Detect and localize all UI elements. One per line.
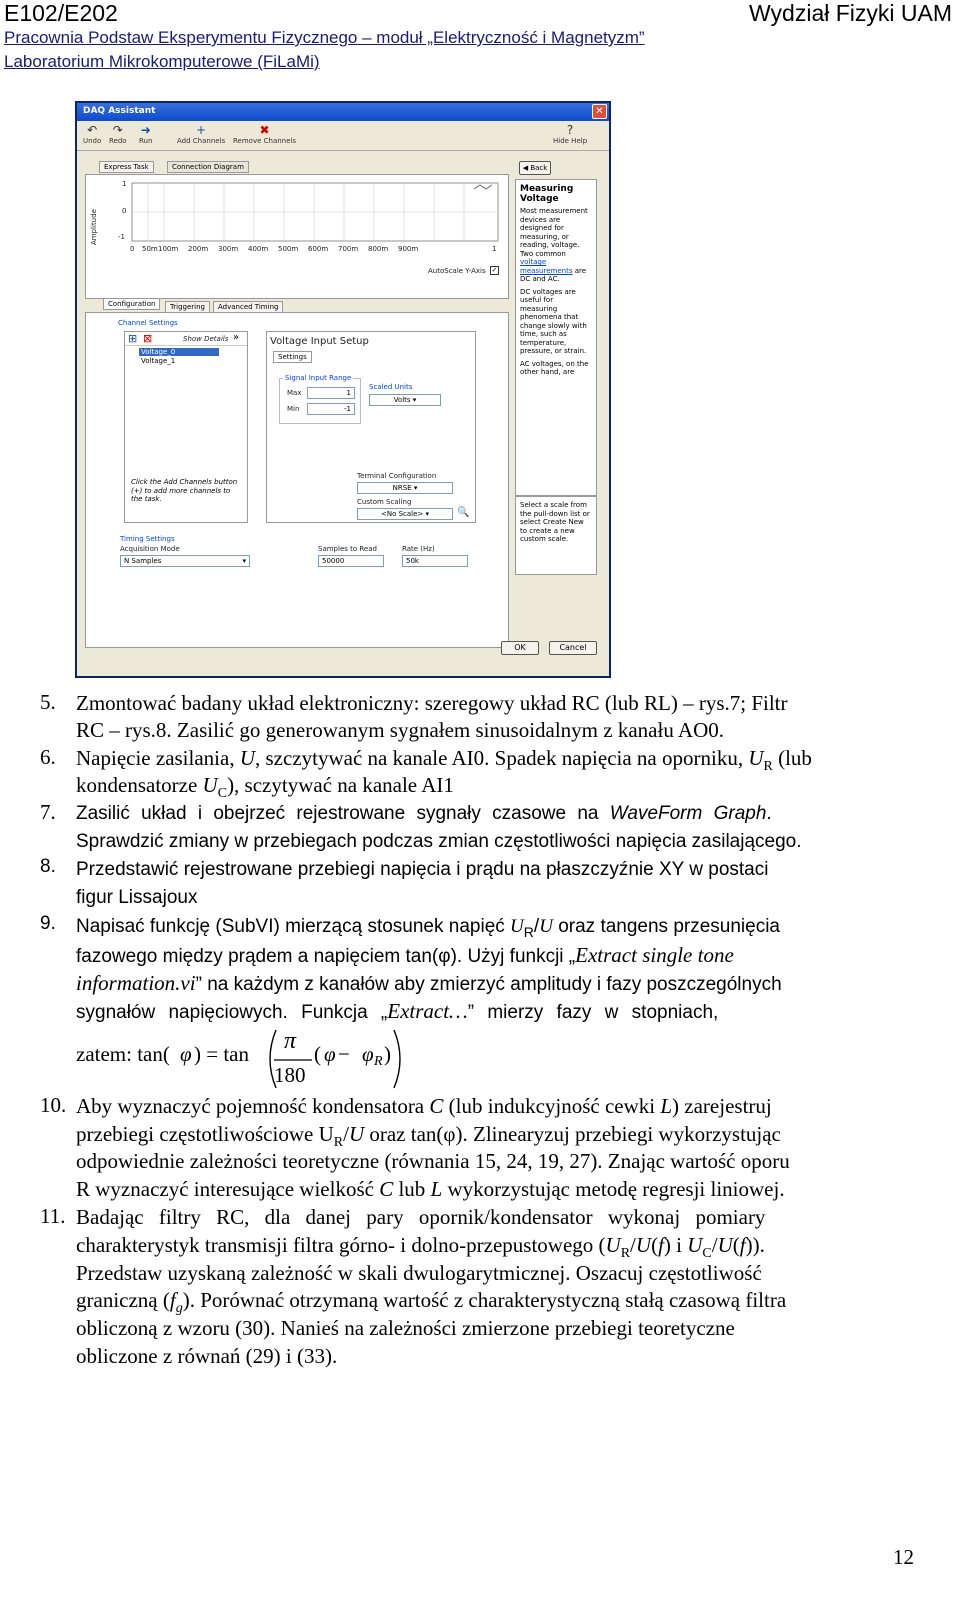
hide-help-button[interactable]: ? Hide Help bbox=[553, 123, 588, 145]
remove-channels-button[interactable]: ✖ Remove Channels bbox=[233, 123, 297, 145]
item-11-line: charakterystyk transmisji filtra górno- i dolno-przepustowego ($U_R/U(f)$ i $U_C/U(f)$). bbox=[76, 1233, 765, 1262]
terminal-config-label: Terminal Configuration bbox=[357, 472, 437, 480]
redo-button[interactable]: ↷ Redo bbox=[109, 123, 127, 145]
item-11-line: Przedstaw uzyskaną zależność w skali dwulogarytmicznej. Oszacuj częstotliwość bbox=[76, 1261, 762, 1285]
item-8-line: figur Lissajoux bbox=[76, 887, 198, 908]
item-number: 7. bbox=[40, 800, 56, 824]
help-link[interactable]: voltage measurements bbox=[520, 258, 573, 275]
item-11-line: obliczone z równań (29) i (33). bbox=[76, 1344, 338, 1368]
item-number: 10. bbox=[40, 1093, 67, 1117]
run-icon: ➜ bbox=[140, 123, 151, 137]
item-number: 6. bbox=[40, 745, 56, 769]
item-10-line: Aby wyznaczyć pojemność kondensatora C (lub indukcyjność cewki L) zarejestruj bbox=[76, 1094, 772, 1118]
item-10-line: R wyznaczyć interesujące wielkość C lub L wykorzystując metodę regresji liniowej. bbox=[76, 1177, 785, 1201]
item-6-line: kondensatorze $U_C$), sczytywać na kanale AI1 bbox=[76, 773, 454, 802]
help-paragraph: Most measurement devices are designed for measuring, or reading, voltage. Two common voltage measurements are DC and AC. bbox=[520, 207, 588, 283]
item-number: 5. bbox=[40, 690, 56, 714]
daq-toolbar bbox=[77, 121, 609, 151]
plus-icon[interactable]: ⊞ bbox=[128, 332, 138, 345]
x-tick: 200m bbox=[188, 245, 209, 253]
x-tick: 300m bbox=[218, 245, 239, 253]
tab-settings[interactable]: Settings bbox=[273, 351, 312, 363]
item-number: 11. bbox=[40, 1204, 66, 1228]
show-details-label[interactable]: Show Details bbox=[183, 335, 229, 343]
signal-range-title: Signal Input Range bbox=[285, 374, 352, 382]
item-5-line: Zmontować badany układ elektroniczny: szeregowy układ RC (lub RL) – rys.7; Filtr bbox=[76, 691, 788, 715]
item-11-line: obliczoną z wzoru (30). Nanieś na zależności zmierzone przebiegi teoretyczne bbox=[76, 1316, 735, 1340]
daq-titlebar bbox=[77, 103, 609, 121]
help-scale-panel bbox=[515, 495, 597, 575]
undo-icon: ↶ bbox=[87, 123, 98, 137]
channel-list-toolbar bbox=[125, 332, 247, 346]
x-tick: 1 bbox=[492, 245, 497, 253]
rate-label: Rate (Hz) bbox=[402, 545, 435, 553]
help-icon: ? bbox=[566, 123, 574, 137]
chevron-down-icon: ▾ bbox=[412, 396, 417, 404]
configuration-panel bbox=[85, 312, 509, 648]
x-icon[interactable]: ⊠ bbox=[143, 332, 153, 345]
double-chevron-icon[interactable]: » bbox=[233, 332, 240, 343]
autoscale-label: AutoScale Y-Axis bbox=[428, 267, 486, 275]
x-tick: 900m bbox=[398, 245, 419, 253]
item-9-line: fazowego między prądem a napięciem tan(φ). Użyj funkcji „Extract single tone bbox=[76, 943, 734, 967]
item-7-line: Zasilić układ i obejrzeć rejestrowane sygnały czasowe na WaveForm Graph. bbox=[76, 803, 772, 824]
acq-mode-label: Acquisition Mode bbox=[120, 545, 180, 553]
back-button[interactable]: ◀ Back bbox=[519, 161, 551, 175]
item-number: 8. bbox=[40, 856, 56, 877]
y-tick: -1 bbox=[118, 233, 125, 241]
max-input[interactable]: 1 bbox=[307, 387, 355, 399]
x-tick: 100m bbox=[158, 245, 179, 253]
redo-icon: ↷ bbox=[112, 123, 123, 137]
scaled-units-label: Scaled Units bbox=[369, 383, 413, 391]
item-11-line: graniczną $(f_g)$. Porównać otrzymaną wartość z charakterystyczną stałą czasową filtra bbox=[76, 1288, 787, 1317]
signal-range-group bbox=[279, 378, 361, 424]
item-5-line: RC – rys.8. Zasilić go generowanym sygnałem sinusoidalnym z kanału AO0. bbox=[76, 718, 724, 742]
header-course: Pracownia Podstaw Eksperymentu Fizycznego – moduł „Elektryczność i Magnetyzm” bbox=[4, 28, 645, 47]
max-label: Max bbox=[287, 389, 302, 397]
help-paragraph: Select a scale from the pull-down list or select Create New to create a new custom scale. bbox=[520, 501, 590, 543]
daq-title: DAQ Assistant bbox=[83, 106, 156, 116]
help-title: Measuring Voltage bbox=[520, 184, 574, 204]
chevron-down-icon: ▾ bbox=[413, 484, 418, 492]
graph-ylabel: Amplitude bbox=[90, 209, 98, 245]
acq-mode-select[interactable]: N Samples ▾ bbox=[120, 555, 250, 567]
channel-settings-title: Channel Settings bbox=[118, 319, 178, 327]
magnifier-icon[interactable]: 🔍 bbox=[457, 507, 470, 518]
item-number: 9. bbox=[40, 913, 56, 934]
run-button[interactable]: ➜ Run bbox=[139, 123, 153, 145]
x-tick: 400m bbox=[248, 245, 269, 253]
daq-assistant-window bbox=[75, 101, 611, 678]
y-tick: 1 bbox=[122, 180, 127, 188]
ok-button[interactable]: OK bbox=[501, 641, 539, 655]
item-10-line: przebiegi częstotliwościowe $U_R/U$ oraz tan(φ). Zlinearyzuj przebiegi wykorzystując bbox=[76, 1122, 781, 1151]
tab-connection-diagram[interactable]: Connection Diagram bbox=[167, 161, 249, 173]
samples-label: Samples to Read bbox=[318, 545, 377, 553]
x-tick: 0 bbox=[130, 245, 135, 253]
header-left: E102/E202 bbox=[4, 0, 118, 26]
item-8-line: Przedstawić rejestrowane przebiegi napięcia i prądu na płaszczyźnie XY w postaci bbox=[76, 859, 769, 880]
close-icon[interactable]: ✕ bbox=[592, 104, 607, 119]
min-input[interactable]: -1 bbox=[307, 403, 355, 415]
header-lab: Laboratorium Mikrokomputerowe (FiLaMi) bbox=[4, 52, 320, 71]
x-tick: 700m bbox=[338, 245, 359, 253]
channel-list-box bbox=[124, 331, 248, 523]
tab-express-task[interactable]: Express Task bbox=[99, 161, 154, 173]
page-number: 12 bbox=[893, 1545, 914, 1569]
samples-input[interactable]: 50000 bbox=[318, 555, 384, 567]
item-9-line: information.vi” na każdym z kanałów aby zmierzyć amplitudy i fazy poszczególnych bbox=[76, 971, 782, 995]
chevron-down-icon: ▾ bbox=[242, 557, 246, 565]
voltage-setup-title: Voltage Input Setup bbox=[270, 336, 369, 347]
waveform-graph-panel bbox=[85, 174, 509, 299]
channel-item[interactable]: Voltage_1 bbox=[141, 357, 176, 365]
terminal-select[interactable]: NRSE ▾ bbox=[357, 482, 453, 494]
y-tick: 0 bbox=[122, 207, 127, 215]
tab-triggering[interactable]: Triggering bbox=[165, 301, 210, 313]
item-10-line: odpowiednie zależności teoretyczne (równania 15, 24, 19, 27). Znając wartość oporu bbox=[76, 1149, 790, 1173]
item-9-line: sygnałów napięciowych. Funkcja „Extract…” mierzy fazy w stopniach, bbox=[76, 999, 719, 1023]
voltage-setup-box bbox=[266, 331, 476, 523]
help-paragraph: AC voltages, on the other hand, are bbox=[520, 359, 589, 376]
scaling-select[interactable]: <No Scale> ▾ bbox=[357, 508, 453, 520]
timing-settings-title: Timing Settings bbox=[120, 535, 175, 543]
item-7-line: Sprawdzić zmiany w przebiegach podczas zmian częstotliwości napięcia zasilającego. bbox=[76, 831, 802, 852]
cancel-button[interactable]: Cancel bbox=[549, 641, 597, 655]
x-tick: 500m bbox=[278, 245, 299, 253]
item-9-line: Napisać funkcję (SubVI) mierzącą stosunek napięć $U_R/U$ oraz tangens przesunięcia bbox=[76, 916, 781, 940]
add-channels-button[interactable]: + Add Channels bbox=[177, 123, 226, 145]
plus-icon: + bbox=[196, 123, 207, 137]
rate-input[interactable]: 50k bbox=[402, 555, 468, 567]
units-select[interactable]: Volts ▾ bbox=[369, 394, 441, 406]
autoscale-checkbox[interactable]: ✓ bbox=[491, 266, 498, 274]
header-right: Wydział Fizyki UAM bbox=[749, 0, 952, 26]
channel-item[interactable]: Voltage_0 bbox=[139, 348, 219, 356]
x-tick: 50m bbox=[142, 245, 158, 253]
help-paragraph: DC voltages are useful for measuring phenomena that change slowly with time, such as temperature, pressure, or strain. bbox=[520, 287, 587, 355]
item-11-line: Badając filtry RC, dla danej pary opornik/kondensator wykonaj pomiary bbox=[76, 1205, 766, 1229]
channel-hint: Click the Add Channels button (+) to add more channels to the task. bbox=[131, 478, 238, 503]
item-6-line: Napięcie zasilania, U, szczytywać na kanale AI0. Spadek napięcia na oporniku, $U_R$ (lub bbox=[76, 746, 812, 775]
x-icon: ✖ bbox=[259, 123, 270, 137]
undo-button[interactable]: ↶ Undo bbox=[83, 123, 102, 145]
x-tick: 600m bbox=[308, 245, 329, 253]
custom-scaling-label: Custom Scaling bbox=[357, 498, 412, 506]
phase-formula: zatem: tan( φ ) = tan π 180 ( φ − φ R ) bbox=[76, 1026, 416, 1092]
chevron-down-icon: ▾ bbox=[425, 510, 430, 518]
back-arrow-icon: ◀ bbox=[522, 164, 529, 172]
x-tick: 800m bbox=[368, 245, 389, 253]
graph-grid bbox=[86, 175, 510, 300]
min-label: Min bbox=[287, 405, 300, 413]
tab-configuration[interactable]: Configuration bbox=[103, 298, 160, 310]
tab-advanced-timing[interactable]: Advanced Timing bbox=[213, 301, 283, 313]
